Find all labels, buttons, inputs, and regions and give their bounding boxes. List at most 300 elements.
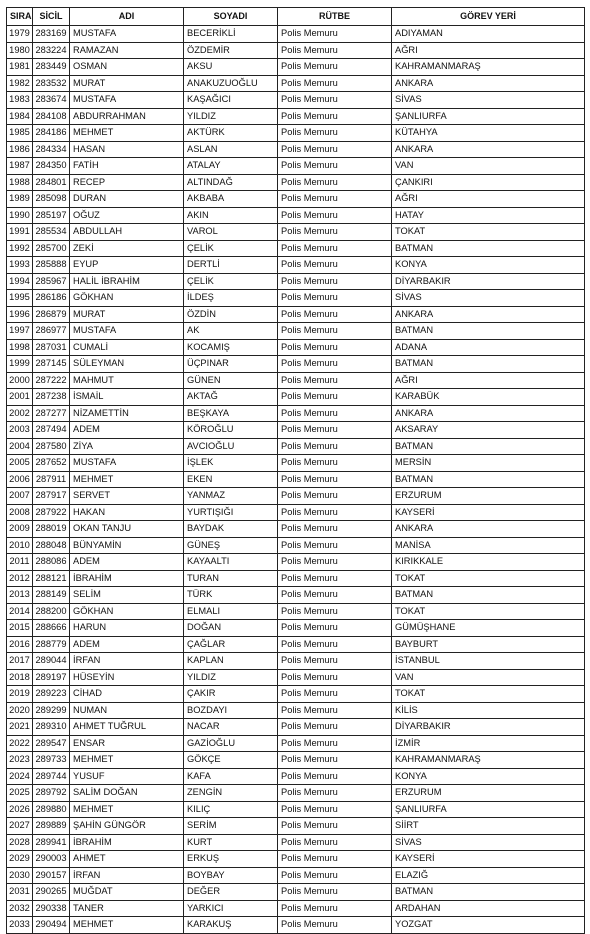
cell-sicil: 289889 [33,818,70,835]
cell-soyadi: KAPLAN [184,653,278,670]
cell-sira: 2030 [7,867,33,884]
cell-rutbe: Polis Memuru [278,356,392,373]
table-row [7,75,585,92]
cell-rutbe: Polis Memuru [278,537,392,554]
table-row [7,537,585,554]
table-row [7,323,585,340]
table-row [7,785,585,802]
cell-sicil: 289941 [33,834,70,851]
table-row [7,752,585,769]
table-row [7,108,585,125]
cell-sira: 2008 [7,504,33,521]
cell-sira: 2009 [7,521,33,538]
cell-rutbe: Polis Memuru [278,92,392,109]
cell-rutbe: Polis Memuru [278,669,392,686]
cell-rutbe: Polis Memuru [278,917,392,934]
cell-sicil: 284801 [33,174,70,191]
cell-sicil: 289733 [33,752,70,769]
cell-soyadi: ANAKUZUOĞLU [184,75,278,92]
cell-adi: SÜLEYMAN [70,356,184,373]
cell-sicil: 290338 [33,900,70,917]
cell-gorev-yeri: BATMAN [392,587,585,604]
cell-sira: 1979 [7,26,33,43]
cell-rutbe: Polis Memuru [278,290,392,307]
cell-adi: İRFAN [70,653,184,670]
cell-rutbe: Polis Memuru [278,570,392,587]
cell-soyadi: YANMAZ [184,488,278,505]
cell-sira: 2005 [7,455,33,472]
cell-adi: HÜSEYİN [70,669,184,686]
cell-sicil: 286879 [33,306,70,323]
cell-sira: 2021 [7,719,33,736]
cell-rutbe: Polis Memuru [278,867,392,884]
cell-sira: 2029 [7,851,33,868]
cell-rutbe: Polis Memuru [278,59,392,76]
cell-adi: CUMALİ [70,339,184,356]
table-row [7,290,585,307]
cell-soyadi: KOCAMIŞ [184,339,278,356]
cell-sicil: 289223 [33,686,70,703]
cell-sira: 2013 [7,587,33,604]
cell-gorev-yeri: ADIYAMAN [392,26,585,43]
cell-sicil: 289310 [33,719,70,736]
cell-rutbe: Polis Memuru [278,405,392,422]
cell-soyadi: BECERİKLİ [184,26,278,43]
cell-gorev-yeri: BATMAN [392,471,585,488]
table-row [7,521,585,538]
cell-soyadi: TURAN [184,570,278,587]
cell-adi: HARUN [70,620,184,637]
cell-gorev-yeri: ARDAHAN [392,900,585,917]
cell-gorev-yeri: BATMAN [392,356,585,373]
cell-sira: 2028 [7,834,33,851]
table-row [7,488,585,505]
cell-sicil: 287238 [33,389,70,406]
table-body [7,26,585,934]
cell-sicil: 283224 [33,42,70,59]
cell-sicil: 289197 [33,669,70,686]
cell-sira: 2006 [7,471,33,488]
cell-adi: GÖKHAN [70,603,184,620]
cell-sicil: 290157 [33,867,70,884]
cell-adi: OĞUZ [70,207,184,224]
cell-rutbe: Polis Memuru [278,554,392,571]
cell-sicil: 289880 [33,801,70,818]
cell-adi: MUSTAFA [70,455,184,472]
personnel-table [6,7,585,934]
cell-sira: 2000 [7,372,33,389]
cell-rutbe: Polis Memuru [278,884,392,901]
cell-rutbe: Polis Memuru [278,686,392,703]
cell-gorev-yeri: BATMAN [392,323,585,340]
cell-sira: 2024 [7,768,33,785]
cell-gorev-yeri: BATMAN [392,884,585,901]
table-row [7,339,585,356]
cell-soyadi: KAYAALTI [184,554,278,571]
cell-sicil: 286977 [33,323,70,340]
cell-sira: 2003 [7,422,33,439]
cell-sira: 1982 [7,75,33,92]
cell-sira: 2022 [7,735,33,752]
table-row [7,570,585,587]
table-row [7,273,585,290]
cell-sicil: 283674 [33,92,70,109]
table-row [7,801,585,818]
cell-adi: AHMET [70,851,184,868]
table-row [7,587,585,604]
table-row [7,636,585,653]
cell-sira: 1998 [7,339,33,356]
cell-adi: MAHMUT [70,372,184,389]
cell-gorev-yeri: BAYBURT [392,636,585,653]
cell-adi: NUMAN [70,702,184,719]
cell-soyadi: KAFA [184,768,278,785]
cell-sicil: 284334 [33,141,70,158]
cell-sira: 2018 [7,669,33,686]
cell-adi: ADEM [70,636,184,653]
table-row [7,686,585,703]
cell-soyadi: AKTAĞ [184,389,278,406]
cell-gorev-yeri: İZMİR [392,735,585,752]
cell-adi: MEHMET [70,917,184,934]
cell-adi: İBRAHİM [70,834,184,851]
cell-sira: 2015 [7,620,33,637]
cell-sira: 1980 [7,42,33,59]
cell-adi: ŞAHİN GÜNGÖR [70,818,184,835]
table-row [7,900,585,917]
table-row [7,471,585,488]
cell-gorev-yeri: BATMAN [392,240,585,257]
cell-sira: 2011 [7,554,33,571]
cell-soyadi: KÖROĞLU [184,422,278,439]
cell-sicil: 290494 [33,917,70,934]
cell-sicil: 283532 [33,75,70,92]
cell-sicil: 287494 [33,422,70,439]
table-row [7,26,585,43]
cell-sicil: 289744 [33,768,70,785]
cell-adi: EYUP [70,257,184,274]
header-gorev-yeri: GÖREV YERİ [392,8,585,26]
cell-soyadi: EKEN [184,471,278,488]
cell-rutbe: Polis Memuru [278,768,392,785]
table-row [7,257,585,274]
table-row [7,603,585,620]
cell-sira: 1995 [7,290,33,307]
table-row [7,92,585,109]
cell-sicil: 285098 [33,191,70,208]
cell-gorev-yeri: KONYA [392,257,585,274]
cell-rutbe: Polis Memuru [278,818,392,835]
table-row [7,504,585,521]
cell-sira: 2020 [7,702,33,719]
cell-sira: 1984 [7,108,33,125]
cell-gorev-yeri: ERZURUM [392,488,585,505]
cell-soyadi: BOYBAY [184,867,278,884]
cell-soyadi: ÖZDİN [184,306,278,323]
cell-soyadi: ALTINDAĞ [184,174,278,191]
cell-rutbe: Polis Memuru [278,323,392,340]
cell-soyadi: YARKICI [184,900,278,917]
cell-gorev-yeri: KAHRAMANMARAŞ [392,752,585,769]
cell-sira: 1997 [7,323,33,340]
cell-sicil: 288048 [33,537,70,554]
cell-adi: SELİM [70,587,184,604]
cell-sicil: 285534 [33,224,70,241]
cell-adi: MUĞDAT [70,884,184,901]
cell-gorev-yeri: ANKARA [392,306,585,323]
cell-rutbe: Polis Memuru [278,521,392,538]
cell-soyadi: ÇELİK [184,240,278,257]
cell-gorev-yeri: SİVAS [392,290,585,307]
cell-soyadi: GÜNEŞ [184,537,278,554]
cell-rutbe: Polis Memuru [278,42,392,59]
cell-sicil: 283169 [33,26,70,43]
cell-adi: MEHMET [70,752,184,769]
cell-sira: 2026 [7,801,33,818]
cell-gorev-yeri: ŞANLIURFA [392,108,585,125]
cell-adi: ABDULLAH [70,224,184,241]
cell-adi: SALİM DOĞAN [70,785,184,802]
cell-sicil: 284350 [33,158,70,175]
cell-sira: 1985 [7,125,33,142]
cell-sira: 2012 [7,570,33,587]
cell-gorev-yeri: VAN [392,158,585,175]
cell-soyadi: ELMALI [184,603,278,620]
cell-rutbe: Polis Memuru [278,141,392,158]
cell-sicil: 288779 [33,636,70,653]
cell-rutbe: Polis Memuru [278,719,392,736]
cell-adi: ABDURRAHMAN [70,108,184,125]
cell-adi: OSMAN [70,59,184,76]
cell-gorev-yeri: ERZURUM [392,785,585,802]
cell-soyadi: AK [184,323,278,340]
table-header-row [7,8,585,26]
table-row [7,141,585,158]
cell-soyadi: GAZİOĞLU [184,735,278,752]
table-row [7,438,585,455]
cell-soyadi: İLDEŞ [184,290,278,307]
cell-sicil: 288086 [33,554,70,571]
cell-soyadi: KURT [184,834,278,851]
cell-soyadi: ÖZDEMİR [184,42,278,59]
cell-gorev-yeri: AĞRI [392,42,585,59]
table-row [7,59,585,76]
header-adi: ADI [70,8,184,26]
cell-sira: 2032 [7,900,33,917]
cell-adi: MEHMET [70,471,184,488]
cell-soyadi: YURTIŞIĞI [184,504,278,521]
cell-soyadi: BOZDAYI [184,702,278,719]
cell-sira: 2002 [7,405,33,422]
cell-sira: 1986 [7,141,33,158]
cell-rutbe: Polis Memuru [278,389,392,406]
cell-gorev-yeri: ŞANLIURFA [392,801,585,818]
cell-gorev-yeri: ANKARA [392,141,585,158]
cell-soyadi: SERİM [184,818,278,835]
cell-gorev-yeri: TOKAT [392,570,585,587]
cell-soyadi: DOĞAN [184,620,278,637]
cell-soyadi: AKTÜRK [184,125,278,142]
table-row [7,884,585,901]
cell-adi: ZİYA [70,438,184,455]
cell-gorev-yeri: SİİRT [392,818,585,835]
cell-rutbe: Polis Memuru [278,174,392,191]
header-sira: SIRA [7,8,33,26]
cell-sira: 1981 [7,59,33,76]
cell-sicil: 288121 [33,570,70,587]
cell-gorev-yeri: AKSARAY [392,422,585,439]
cell-sira: 2025 [7,785,33,802]
cell-gorev-yeri: SİVAS [392,834,585,851]
table-row [7,240,585,257]
cell-sicil: 287222 [33,372,70,389]
cell-gorev-yeri: İSTANBUL [392,653,585,670]
cell-rutbe: Polis Memuru [278,224,392,241]
cell-gorev-yeri: HATAY [392,207,585,224]
cell-adi: SERVET [70,488,184,505]
table-row [7,719,585,736]
header-sicil: SİCİL [33,8,70,26]
cell-adi: İRFAN [70,867,184,884]
cell-adi: MURAT [70,306,184,323]
cell-rutbe: Polis Memuru [278,158,392,175]
cell-sicil: 290003 [33,851,70,868]
cell-gorev-yeri: ANKARA [392,521,585,538]
cell-soyadi: ÜÇPINAR [184,356,278,373]
table-row [7,851,585,868]
cell-rutbe: Polis Memuru [278,455,392,472]
cell-adi: HASAN [70,141,184,158]
cell-soyadi: ASLAN [184,141,278,158]
cell-adi: OKAN TANJU [70,521,184,538]
cell-sicil: 289044 [33,653,70,670]
header-soyadi: SOYADI [184,8,278,26]
cell-sicil: 287580 [33,438,70,455]
cell-sira: 1992 [7,240,33,257]
cell-gorev-yeri: AĞRI [392,191,585,208]
cell-gorev-yeri: TOKAT [392,603,585,620]
cell-rutbe: Polis Memuru [278,603,392,620]
cell-sicil: 287911 [33,471,70,488]
cell-rutbe: Polis Memuru [278,438,392,455]
table-row [7,174,585,191]
cell-adi: MEHMET [70,801,184,818]
cell-soyadi: GÖKÇE [184,752,278,769]
cell-rutbe: Polis Memuru [278,620,392,637]
cell-gorev-yeri: ADANA [392,339,585,356]
document-page [6,7,584,934]
cell-sicil: 288200 [33,603,70,620]
cell-soyadi: YILDIZ [184,669,278,686]
cell-rutbe: Polis Memuru [278,273,392,290]
cell-sira: 2010 [7,537,33,554]
cell-soyadi: AKIN [184,207,278,224]
cell-sira: 2004 [7,438,33,455]
cell-gorev-yeri: ELAZIĞ [392,867,585,884]
cell-rutbe: Polis Memuru [278,900,392,917]
cell-rutbe: Polis Memuru [278,125,392,142]
table-row [7,42,585,59]
cell-rutbe: Polis Memuru [278,257,392,274]
cell-soyadi: YILDIZ [184,108,278,125]
cell-gorev-yeri: ANKARA [392,75,585,92]
cell-sicil: 289792 [33,785,70,802]
cell-soyadi: KARAKUŞ [184,917,278,934]
cell-soyadi: KAŞAĞICI [184,92,278,109]
cell-gorev-yeri: DİYARBAKIR [392,273,585,290]
cell-sira: 1988 [7,174,33,191]
cell-sicil: 289299 [33,702,70,719]
cell-adi: BÜNYAMİN [70,537,184,554]
cell-adi: GÖKHAN [70,290,184,307]
cell-adi: TANER [70,900,184,917]
table-row [7,735,585,752]
cell-sicil: 285700 [33,240,70,257]
cell-rutbe: Polis Memuru [278,26,392,43]
cell-sicil: 287031 [33,339,70,356]
table-row [7,818,585,835]
cell-rutbe: Polis Memuru [278,372,392,389]
cell-sira: 1987 [7,158,33,175]
cell-gorev-yeri: KAYSERİ [392,504,585,521]
cell-adi: YUSUF [70,768,184,785]
cell-gorev-yeri: DİYARBAKIR [392,719,585,736]
cell-sicil: 290265 [33,884,70,901]
cell-sicil: 288149 [33,587,70,604]
cell-gorev-yeri: KÜTAHYA [392,125,585,142]
cell-soyadi: KILIÇ [184,801,278,818]
cell-soyadi: AKBABA [184,191,278,208]
cell-adi: HALİL İBRAHİM [70,273,184,290]
header-rutbe: RÜTBE [278,8,392,26]
cell-adi: ADEM [70,422,184,439]
cell-sira: 2016 [7,636,33,653]
cell-rutbe: Polis Memuru [278,801,392,818]
cell-adi: İSMAİL [70,389,184,406]
cell-sira: 1991 [7,224,33,241]
cell-gorev-yeri: VAN [392,669,585,686]
cell-gorev-yeri: BATMAN [392,438,585,455]
table-row [7,306,585,323]
cell-sicil: 285197 [33,207,70,224]
cell-adi: ENSAR [70,735,184,752]
table-row [7,554,585,571]
cell-gorev-yeri: TOKAT [392,224,585,241]
cell-gorev-yeri: TOKAT [392,686,585,703]
cell-sicil: 285967 [33,273,70,290]
cell-gorev-yeri: ANKARA [392,405,585,422]
cell-soyadi: ÇAKIR [184,686,278,703]
cell-sicil: 287922 [33,504,70,521]
table-row [7,867,585,884]
cell-rutbe: Polis Memuru [278,108,392,125]
cell-adi: MUSTAFA [70,92,184,109]
table-row [7,224,585,241]
table-row [7,620,585,637]
cell-gorev-yeri: MERSİN [392,455,585,472]
cell-sira: 2017 [7,653,33,670]
cell-adi: MURAT [70,75,184,92]
cell-soyadi: DERTLİ [184,257,278,274]
cell-soyadi: BAYDAK [184,521,278,538]
cell-soyadi: VAROL [184,224,278,241]
cell-adi: FATİH [70,158,184,175]
cell-gorev-yeri: KARABÜK [392,389,585,406]
cell-sira: 1983 [7,92,33,109]
cell-gorev-yeri: KAYSERİ [392,851,585,868]
cell-sira: 2023 [7,752,33,769]
table-row [7,372,585,389]
